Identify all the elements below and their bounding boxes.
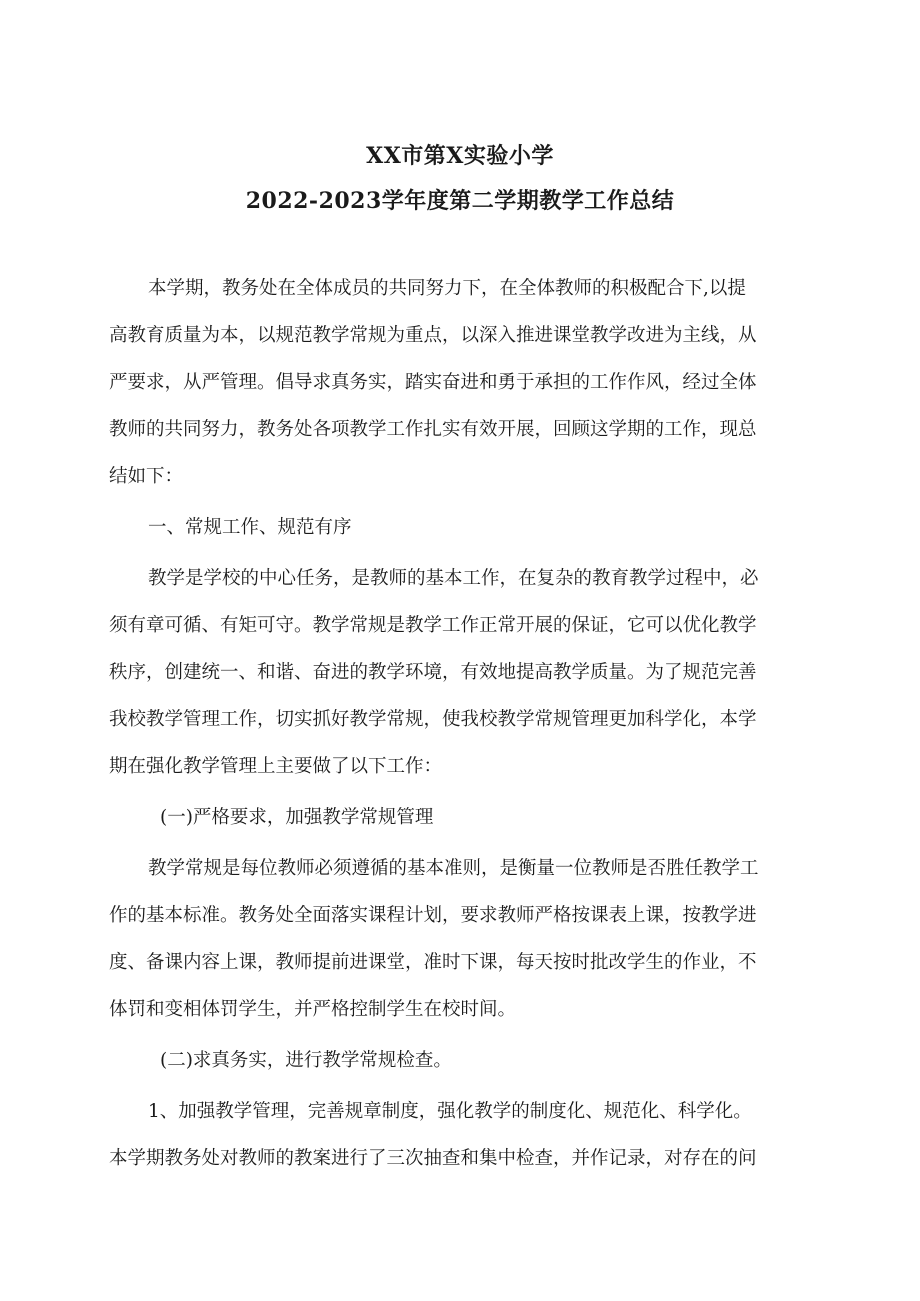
section-heading: 一、常规工作、规范有序 — [148, 517, 352, 538]
paragraph-line: 高教育质量为本，以规范教学常规为重点，以深入推进课堂教学改进为主线，从 — [109, 325, 757, 346]
paragraph-line: 教学是学校的中心任务，是教师的基本工作，在复杂的教育教学过程中，必 — [148, 568, 759, 589]
paragraph-line: 本学期，教务处在全体成员的共同努力下，在全体教师的积极配合下,以提 — [148, 278, 746, 299]
paragraph-line: 秩序，创建统一、和谐、奋进的教学环境，有效地提高教学质量。为了规范完善 — [109, 662, 757, 683]
paragraph-line: 期在强化教学管理上主要做了以下工作： — [109, 756, 443, 777]
paragraph-line: 我校教学管理工作，切实抓好教学常规，使我校教学常规管理更加科学化，本学 — [109, 709, 757, 730]
paragraph-line: 教师的共同努力，教务处各项教学工作扎实有效开展，回顾这学期的工作，现总 — [109, 419, 757, 440]
paragraph-line: 作的基本标准。教务处全面落实课程计划，要求教师严格按课表上课，按教学进 — [109, 905, 757, 926]
paragraph-line: 结如下： — [109, 466, 184, 487]
subsection-heading: (一)严格要求，加强教学常规管理 — [160, 807, 434, 828]
paragraph-line: 严要求，从严管理。倡导求真务实，踏实奋进和勇于承担的工作作风，经过全体 — [109, 372, 757, 393]
paragraph-line: 1、加强教学管理，完善规章制度，强化教学的制度化、规范化、科学化。 — [148, 1101, 752, 1122]
paragraph-line: 本学期教务处对教师的教案进行了三次抽查和集中检查，并作记录，对存在的问 — [109, 1148, 757, 1169]
paragraph-line: 须有章可循、有矩可守。教学常规是教学工作正常开展的保证，它可以优化教学 — [109, 615, 757, 636]
document-title: XX市第X实验小学 — [366, 143, 554, 169]
paragraph-line: 体罚和变相体罚学生，并严格控制学生在校时间。 — [109, 999, 517, 1020]
paragraph-line: 教学常规是每位教师必须遵循的基本准则，是衡量一位教师是否胜任教学工 — [148, 858, 759, 879]
subsection-heading: (二)求真务实，进行教学常规检查。 — [160, 1050, 452, 1071]
document-subtitle: 2022-2023学年度第二学期教学工作总结 — [245, 188, 675, 214]
paragraph-line: 度、备课内容上课，教师提前进课堂，准时下课，每天按时批改学生的作业，不 — [109, 952, 757, 973]
